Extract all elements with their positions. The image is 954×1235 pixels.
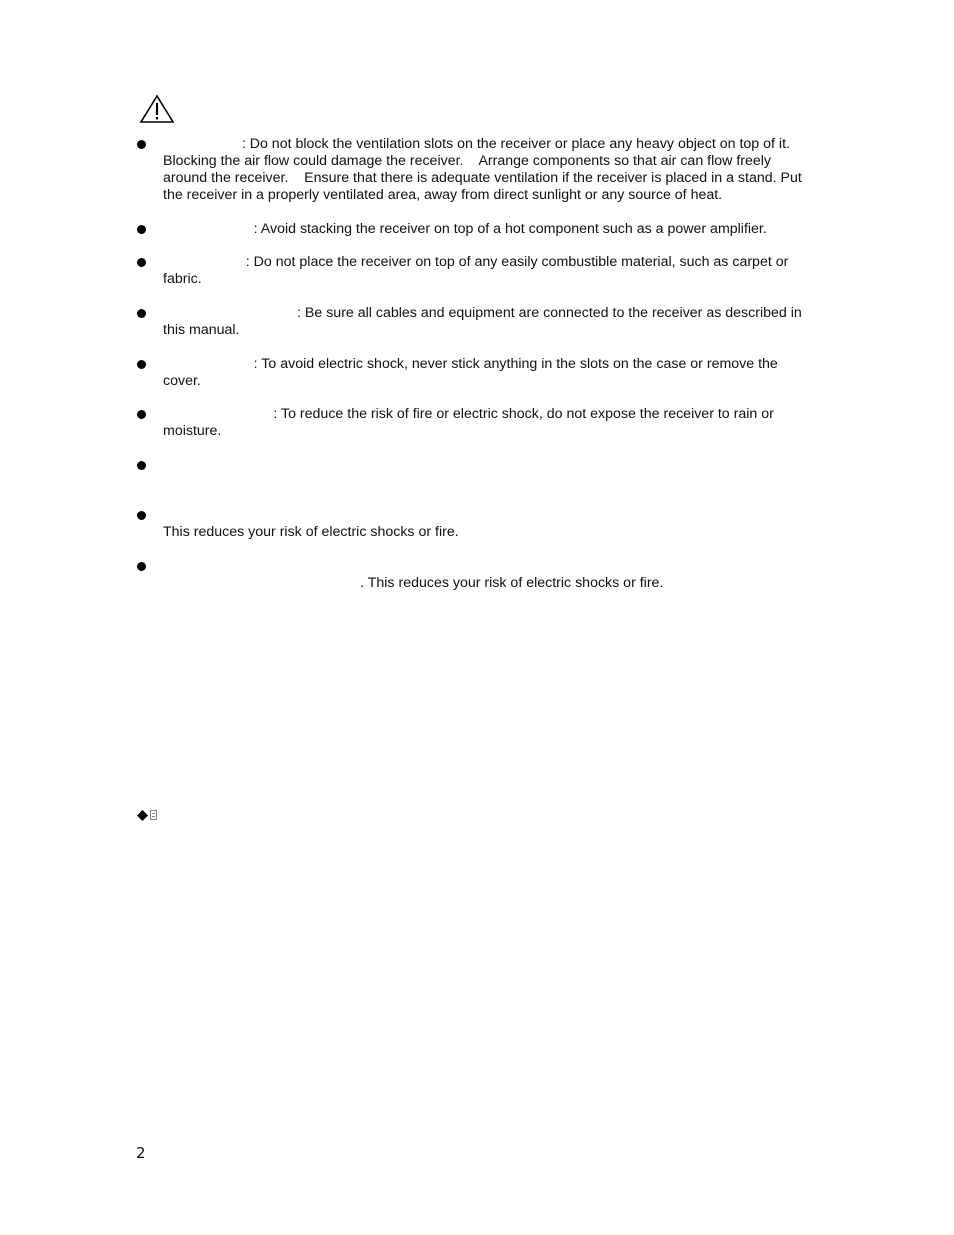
bullet-dot [137, 511, 146, 520]
list-item [137, 457, 817, 474]
list-item [137, 558, 817, 592]
list-item [137, 305, 817, 339]
bullet-dot [137, 309, 146, 318]
list-item [137, 356, 817, 390]
bullet-text: : Do not block the ventilation slots on the receiver or place any heavy object on top of it. Blocking the air flow could damage the receiver. Arrange components so that air can flow freely around the receiver. Ensure that there is adequate ventilation if the receiver is placed in a stand. Put the receiver in a properly ventilated area, away from direct sunlight or any source of heat. [163, 136, 806, 203]
bullet-text: : Do not place the receiver on top of any easily combustible material, such as carpet or fabric. [163, 254, 793, 287]
list-item [137, 507, 817, 541]
list-item [137, 136, 817, 204]
bullet-text: : Avoid stacking the receiver on top of a hot component such as a power amplifier. [253, 221, 767, 237]
bullet-dot [137, 562, 146, 571]
list-item [137, 254, 817, 288]
list-item [137, 221, 817, 238]
page-number: 2 [136, 1144, 146, 1162]
bullet-dot [137, 461, 146, 470]
bullet-text: : To reduce the risk of fire or electric shock, do not expose the receiver to rain or moisture. [163, 406, 778, 439]
list-item [137, 406, 817, 440]
diamond-icon [137, 810, 148, 821]
bullet-text [163, 457, 817, 474]
diamond-marker-row [137, 808, 157, 822]
bullet-text: : To avoid electric shock, never stick anything in the slots on the case or remove the cover. [163, 356, 782, 389]
bullet-text: : Be sure all cables and equipment are connected to the receiver as described in this manual. [163, 305, 806, 338]
bullet-dot [137, 258, 146, 267]
bullet-dot [137, 225, 146, 234]
bullet-dot [137, 360, 146, 369]
bullet-dot [137, 140, 146, 149]
missing-glyph-icon [150, 810, 157, 820]
bullet-text: . This reduces your risk of electric shocks or fire. [360, 575, 664, 591]
bullet-dot [137, 410, 146, 419]
bullet-text: This reduces your risk of electric shocks or fire. [163, 524, 459, 540]
warning-triangle-icon [139, 94, 175, 124]
